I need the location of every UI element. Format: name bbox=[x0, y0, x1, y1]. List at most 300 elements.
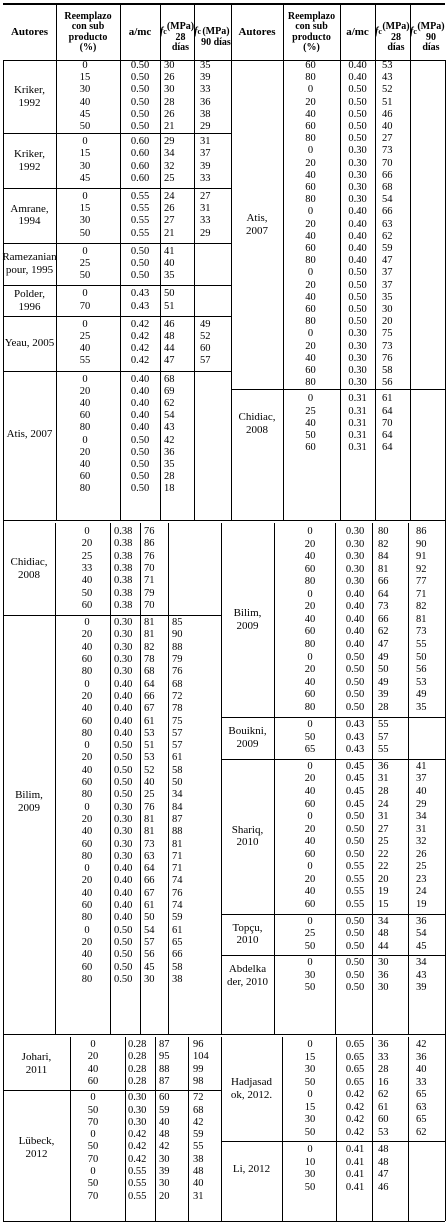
b2-left-cell: 0.40 bbox=[114, 690, 133, 702]
b3-left-cell: 30 bbox=[159, 1178, 170, 1190]
b2-left-cell: 40 bbox=[81, 826, 93, 838]
b1-left-cell: 28 bbox=[164, 96, 175, 108]
b1-left-cell: 80 bbox=[79, 483, 91, 495]
b3-left-cell: 72 bbox=[193, 1092, 204, 1104]
b3-left-cell: 0.55 bbox=[128, 1190, 147, 1202]
b1-right-cell: 0.30 bbox=[348, 340, 367, 352]
b2-col-divider bbox=[110, 523, 111, 1034]
b2-right-cell: 53 bbox=[416, 676, 427, 688]
b2-left-author: Bilim, 2009 bbox=[15, 788, 43, 814]
b2-right-cell: 0.43 bbox=[345, 719, 365, 731]
b1-right-cell: 58 bbox=[382, 365, 393, 376]
b2-left-cell: 0.50 bbox=[114, 961, 133, 973]
b2-right-cell: 40 bbox=[304, 786, 316, 797]
b3-col-divider bbox=[408, 1037, 409, 1221]
b3-left-cell: 99 bbox=[193, 1063, 204, 1075]
b1-right-cell: 0.40 bbox=[348, 243, 367, 254]
b2-left-cell: 0.38 bbox=[114, 587, 133, 599]
b1-right-cell: 54 bbox=[382, 194, 393, 206]
b1-left-author: Ramezanian pour, 1995 bbox=[2, 251, 57, 277]
b2-left-cell: 84 bbox=[172, 801, 183, 813]
b3-left-cell: 0.28 bbox=[128, 1075, 147, 1087]
b1-right-cell: 0 bbox=[307, 267, 314, 279]
b3-left-cell: 30 bbox=[159, 1153, 170, 1165]
b2-right-cell: 80 bbox=[304, 701, 316, 713]
b3-right-cell: 0.65 bbox=[345, 1076, 365, 1088]
b1-right-cell: 35 bbox=[382, 291, 393, 303]
b2-left-cell: 80 bbox=[81, 912, 93, 924]
b2-left-cell: 85 bbox=[172, 617, 183, 629]
b2-right-cell: 50 bbox=[416, 651, 427, 663]
b3-left-cell: 0 bbox=[90, 1039, 96, 1050]
b2-right-cell: 0 bbox=[307, 719, 313, 731]
b1-right-cell: 0.40 bbox=[348, 206, 367, 218]
b3-left-cell: 20 bbox=[87, 1051, 99, 1063]
b3-right-cell: 15 bbox=[304, 1101, 316, 1113]
b2-right-cell: 62 bbox=[378, 626, 389, 638]
b3-left-cell: 59 bbox=[193, 1129, 204, 1141]
b1-left-cell: 0.55 bbox=[130, 191, 150, 202]
b1-left-cell: 24 bbox=[164, 191, 175, 202]
b3-right-cell: 10 bbox=[304, 1156, 316, 1168]
b1-left-cell: 0.50 bbox=[130, 84, 150, 96]
b1-left-cell: 35 bbox=[164, 270, 175, 282]
b2-right-cell: 36 bbox=[378, 760, 389, 772]
b3-left-cell: 88 bbox=[159, 1063, 170, 1075]
header-f90: f c (MPa) 90 días bbox=[410, 21, 445, 53]
b3-right-cell: 50 bbox=[304, 1181, 316, 1193]
b2-right-cell: 0.30 bbox=[345, 576, 365, 588]
b3-right-cell: 42 bbox=[416, 1039, 427, 1050]
b2-left-cell: 34 bbox=[172, 789, 183, 801]
b1-col-divider bbox=[120, 60, 121, 520]
b2-right-cell: 0.55 bbox=[345, 873, 365, 885]
b3-left-cell: 50 bbox=[87, 1104, 99, 1116]
b1-right-cell: 0.30 bbox=[348, 182, 367, 193]
b1-left-cell: 0.43 bbox=[130, 300, 150, 312]
b1-left-cell: 20 bbox=[79, 385, 91, 397]
b2-right-cell: 0.43 bbox=[345, 731, 365, 743]
b3-left-cell: 42 bbox=[193, 1116, 204, 1128]
b1-left-cell: 70 bbox=[79, 300, 91, 312]
b2-left-cell: 20 bbox=[81, 538, 93, 550]
b1-left-cell: 0.42 bbox=[130, 318, 150, 330]
b1-right-cell: 20 bbox=[305, 279, 316, 291]
b1-right-cell: 51 bbox=[382, 96, 393, 108]
b1-left-cell: 30 bbox=[79, 160, 91, 172]
b2-right-cell: 40 bbox=[304, 676, 316, 688]
b2-left-cell: 70 bbox=[144, 599, 155, 611]
b2-right-cell: 20 bbox=[304, 773, 316, 785]
b3-right-cell: 50 bbox=[304, 1076, 316, 1088]
b3-left-cell: 68 bbox=[193, 1104, 204, 1116]
b2-left-cell: 76 bbox=[144, 801, 155, 813]
b1-left-cell: 0.40 bbox=[130, 373, 150, 385]
b3-left-cell: 39 bbox=[159, 1166, 170, 1177]
b1-left-cell: 21 bbox=[164, 227, 175, 239]
b1-left-cell: 0.60 bbox=[130, 136, 150, 148]
b3-left-cell: 0.55 bbox=[128, 1166, 147, 1177]
header-divider bbox=[375, 5, 376, 60]
b1-left-cell: 41 bbox=[164, 245, 175, 257]
b2-right-cell: 60 bbox=[304, 798, 316, 810]
b3-left-cell: 0.42 bbox=[128, 1153, 147, 1165]
b2-right-cell: 64 bbox=[378, 588, 389, 600]
b2-left-cell: 0.38 bbox=[114, 526, 133, 537]
b2-left-cell: 61 bbox=[172, 924, 183, 936]
b3-left-cell: 70 bbox=[87, 1153, 99, 1165]
b2-left-cell: 0 bbox=[84, 924, 90, 936]
b3-col-divider bbox=[372, 1037, 373, 1221]
b1-left-cell: 0.50 bbox=[130, 483, 150, 495]
b1-right-cell: 73 bbox=[382, 145, 393, 157]
b1-right-cell: 60 bbox=[305, 304, 316, 315]
b2-right-cell: 0.30 bbox=[345, 526, 365, 537]
b1-left-author: Kriker, 1992 bbox=[13, 83, 46, 109]
b3-right-cell: 40 bbox=[416, 1064, 427, 1075]
b2-col-divider bbox=[274, 523, 275, 1034]
b2-left-cell: 0.40 bbox=[114, 912, 133, 924]
b2-left-cell: 0.30 bbox=[114, 826, 133, 838]
b2-col-divider bbox=[140, 523, 141, 1034]
b1-right-cell: 0.30 bbox=[348, 352, 367, 364]
b1-left-cell: 0.50 bbox=[130, 258, 150, 269]
b1-right-cell: 0.50 bbox=[348, 121, 367, 132]
b1-right-cell: 53 bbox=[382, 60, 393, 71]
b1-left-cell: 39 bbox=[200, 160, 211, 172]
b2-left-cell: 0.40 bbox=[114, 703, 133, 715]
b1-left-cell: 0.50 bbox=[130, 446, 150, 458]
b2-col-divider bbox=[372, 523, 373, 1034]
b2-right-cell: 55 bbox=[378, 719, 389, 731]
b2-right-cell: 0.45 bbox=[345, 786, 365, 797]
b2-left-cell: 40 bbox=[81, 949, 93, 961]
b2-right-cell: 73 bbox=[416, 626, 427, 638]
b1-right-cell: 0.31 bbox=[348, 393, 367, 405]
b1-left-cell: 0.50 bbox=[130, 245, 150, 257]
header-f28: f c (MPa) 28 días bbox=[159, 21, 195, 53]
b1-left-cell: 38 bbox=[200, 108, 211, 120]
b2-left-cell: 0 bbox=[84, 863, 90, 875]
b1-left-cell: 40 bbox=[164, 258, 175, 269]
b2-left-cell: 60 bbox=[81, 777, 93, 788]
b2-left-cell: 54 bbox=[144, 924, 155, 936]
b2-right-cell: 32 bbox=[416, 836, 427, 848]
header-reemplazo: Reemplazo con sub producto (%) bbox=[64, 10, 112, 53]
b1-right-cell: 66 bbox=[382, 206, 393, 218]
b2-left-cell: 80 bbox=[81, 666, 93, 678]
b2-right-cell: 31 bbox=[378, 811, 389, 823]
header-autores: Autores bbox=[238, 25, 276, 38]
b2-right-cell: 60 bbox=[304, 689, 316, 701]
b1-right-cell: 62 bbox=[382, 230, 393, 242]
b3-left-cell: 48 bbox=[159, 1129, 170, 1141]
b2-right-cell: 19 bbox=[416, 898, 427, 910]
b2-left-cell: 70 bbox=[144, 562, 155, 574]
b2-left-cell: 80 bbox=[81, 727, 93, 739]
b1-right-cell: 60 bbox=[305, 121, 316, 132]
b3-left-cell: 87 bbox=[159, 1075, 170, 1087]
b1-right-cell: 40 bbox=[305, 352, 316, 364]
b2-right-cell: 40 bbox=[304, 836, 316, 848]
header-divider bbox=[340, 5, 341, 60]
b2-right-cell: 50 bbox=[378, 664, 389, 676]
b2-left-cell: 20 bbox=[81, 752, 93, 764]
b2-right-cell: 0.50 bbox=[345, 915, 365, 927]
b1-right-cell: 37 bbox=[382, 267, 393, 279]
b1-right-cell: 25 bbox=[305, 405, 316, 417]
b1-left-cell: 29 bbox=[200, 121, 211, 132]
b2-left-cell: 38 bbox=[172, 973, 183, 985]
b1-left-cell: 0 bbox=[82, 373, 88, 385]
b1-left-cell: 48 bbox=[164, 331, 175, 342]
b3-left-cell: 87 bbox=[159, 1039, 170, 1050]
b2-left-cell: 64 bbox=[144, 863, 155, 875]
b1-left-cell: 0.50 bbox=[130, 72, 150, 84]
b2-right-cell: 45 bbox=[416, 940, 427, 952]
b2-left-cell: 0.30 bbox=[114, 801, 133, 813]
b2-left-cell: 0.30 bbox=[114, 641, 133, 653]
b3-left-cell: 50 bbox=[87, 1141, 99, 1153]
b3-right-cell: 0.41 bbox=[345, 1156, 365, 1168]
b3-left-cell: 96 bbox=[193, 1039, 204, 1050]
b2-right-cell: 30 bbox=[378, 982, 389, 994]
b1-right-cell: 30 bbox=[382, 304, 393, 315]
b2-left-cell: 20 bbox=[81, 629, 93, 641]
b2-right-cell: 36 bbox=[416, 915, 427, 927]
b3-left-author: Lübeck, 2012 bbox=[18, 1134, 55, 1160]
b3-right-cell: 62 bbox=[378, 1089, 389, 1100]
b2-left-cell: 71 bbox=[172, 863, 183, 875]
b2-right-cell: 0.40 bbox=[345, 601, 365, 613]
b3-left-cell: 0 bbox=[90, 1092, 96, 1104]
b1-left-cell: 0 bbox=[82, 318, 88, 330]
b2-right-cell: 15 bbox=[378, 898, 389, 910]
b2-left-cell: 67 bbox=[144, 887, 155, 899]
b1-right-cell: 40 bbox=[305, 169, 316, 181]
b1-left-cell: 80 bbox=[79, 422, 91, 434]
b2-right-author: Topçu, 2010 bbox=[232, 921, 263, 947]
b2-left-cell: 64 bbox=[144, 678, 155, 690]
b2-right-author: Bouikni, 2009 bbox=[228, 725, 267, 751]
b3-right-cell: 0 bbox=[307, 1144, 313, 1155]
b3-right-cell: 0.65 bbox=[345, 1051, 365, 1063]
b2-left-cell: 66 bbox=[144, 690, 155, 702]
b2-right-cell: 0 bbox=[307, 811, 313, 823]
b2-left-cell: 60 bbox=[81, 715, 93, 727]
b3-right-cell: 0 bbox=[307, 1089, 313, 1100]
b2-left-cell: 60 bbox=[81, 654, 93, 665]
b2-right-cell: 91 bbox=[416, 551, 427, 563]
b1-right-cell: 60 bbox=[305, 243, 316, 254]
b1-right-cell: 70 bbox=[382, 417, 393, 429]
b2-left-cell: 0.40 bbox=[114, 678, 133, 690]
b2-left-cell: 63 bbox=[144, 850, 155, 862]
header-a-mc: a/mc bbox=[128, 25, 152, 38]
b1-right-cell: 0.50 bbox=[348, 304, 367, 315]
b2-right-cell: 60 bbox=[304, 563, 316, 575]
b2-right-cell: 80 bbox=[304, 638, 316, 650]
b1-right-cell: 60 bbox=[305, 365, 316, 376]
b1-right-cell: 40 bbox=[382, 121, 393, 132]
b2-right-cell: 0.50 bbox=[345, 982, 365, 994]
b2-left-cell: 81 bbox=[144, 813, 155, 825]
b3-left-cell: 0.30 bbox=[128, 1092, 147, 1104]
b2-left-cell: 40 bbox=[81, 641, 93, 653]
b2-right-cell: 50 bbox=[304, 940, 316, 952]
b2-left-cell: 52 bbox=[144, 764, 155, 776]
b2-right-cell: 0.50 bbox=[345, 701, 365, 713]
b2-right-cell: 37 bbox=[416, 773, 427, 785]
b3-left-cell: 48 bbox=[193, 1166, 204, 1177]
b3-right-cell: 0.65 bbox=[345, 1039, 365, 1050]
b3-left-cell: 0.28 bbox=[128, 1039, 147, 1050]
b2-left-cell: 57 bbox=[144, 936, 155, 948]
b1-right-cell: 0.30 bbox=[348, 157, 367, 169]
b2-left-cell: 20 bbox=[81, 813, 93, 825]
b1-left-cell: 0.40 bbox=[130, 385, 150, 397]
b1-left-cell: 0.50 bbox=[130, 471, 150, 483]
b1-left-author: Polder, 1996 bbox=[13, 287, 46, 313]
b2-left-cell: 50 bbox=[144, 912, 155, 924]
b1-left-cell: 26 bbox=[164, 108, 175, 120]
b3-right-cell: 48 bbox=[378, 1156, 389, 1168]
b2-left-cell: 0.30 bbox=[114, 654, 133, 665]
b1-left-cell: 26 bbox=[164, 72, 175, 84]
b3-left-cell: 40 bbox=[159, 1116, 170, 1128]
b1-left-cell: 0.43 bbox=[130, 288, 150, 300]
b2-left-cell: 33 bbox=[81, 562, 93, 574]
b2-left-cell: 76 bbox=[172, 887, 183, 899]
b1-left-cell: 34 bbox=[164, 148, 175, 160]
b2-right-cell: 44 bbox=[378, 940, 389, 952]
b2-right-cell: 82 bbox=[416, 601, 427, 613]
b2-left-cell: 79 bbox=[172, 654, 183, 665]
b2-right-cell: 20 bbox=[304, 664, 316, 676]
b2-left-cell: 40 bbox=[144, 777, 155, 788]
b3-right-cell: 65 bbox=[416, 1089, 427, 1100]
b2-right-cell: 0 bbox=[307, 760, 313, 772]
header-f90: f c (MPa) 90 días bbox=[194, 26, 231, 48]
b1-left-cell: 15 bbox=[79, 148, 91, 160]
b1-left-cell: 39 bbox=[200, 72, 211, 84]
b1-right-cell: 20 bbox=[305, 96, 316, 108]
b1-left-author: Kriker, 1992 bbox=[13, 147, 46, 173]
b1-right-cell: 40 bbox=[305, 230, 316, 242]
table-edge bbox=[3, 60, 4, 1221]
b3-left-cell: 31 bbox=[193, 1190, 204, 1202]
b1-right-cell: 0.40 bbox=[348, 255, 367, 267]
b3-left-author: Johari, 2011 bbox=[21, 1050, 52, 1076]
b2-right-cell: 19 bbox=[378, 886, 389, 898]
b3-left-cell: 0.28 bbox=[128, 1051, 147, 1063]
b2-right-cell: 0.40 bbox=[345, 613, 365, 625]
b3-left-cell: 60 bbox=[87, 1075, 99, 1087]
header-divider bbox=[194, 5, 195, 60]
b1-left-cell: 0.50 bbox=[130, 121, 150, 132]
b1-right-cell: 80 bbox=[305, 133, 316, 145]
b1-left-cell: 18 bbox=[164, 483, 175, 495]
b1-left-cell: 45 bbox=[79, 172, 91, 184]
b1-col-divider bbox=[194, 60, 195, 520]
b2-right-cell: 25 bbox=[378, 836, 389, 848]
b1-right-cell: 52 bbox=[382, 84, 393, 96]
b1-right-cell: 0.30 bbox=[348, 365, 367, 376]
b1-left-cell: 0.50 bbox=[130, 108, 150, 120]
b2-left-cell: 80 bbox=[81, 789, 93, 801]
b1-left-cell: 15 bbox=[79, 203, 91, 215]
b2-right-cell: 30 bbox=[378, 957, 389, 969]
b2-right-cell: 0.50 bbox=[345, 676, 365, 688]
b1-col-divider bbox=[231, 60, 232, 520]
b1-right-cell: 20 bbox=[305, 340, 316, 352]
b1-left-cell: 29 bbox=[164, 136, 175, 148]
b1-right-cell: 0.30 bbox=[348, 328, 367, 340]
b3-left-cell: 0.55 bbox=[128, 1178, 147, 1190]
b2-right-cell: 80 bbox=[304, 576, 316, 588]
b2-right-cell: 0.50 bbox=[345, 928, 365, 940]
b1-left-cell: 0.40 bbox=[130, 422, 150, 434]
b2-right-author: Abdelka der, 2010 bbox=[226, 963, 269, 988]
b2-left-cell: 76 bbox=[144, 526, 155, 537]
b2-right-cell: 65 bbox=[304, 744, 316, 756]
b2-left-cell: 65 bbox=[172, 936, 183, 948]
b2-left-cell: 58 bbox=[172, 764, 183, 776]
b2-right-cell: 0.40 bbox=[345, 588, 365, 600]
b2-left-cell: 0 bbox=[84, 678, 90, 690]
b2-right-cell: 36 bbox=[378, 969, 389, 981]
b2-right-cell: 0.50 bbox=[345, 940, 365, 952]
b3-right-cell: 0.41 bbox=[345, 1169, 365, 1180]
b2-col-divider bbox=[168, 523, 169, 1034]
b2-left-cell: 81 bbox=[172, 838, 183, 850]
b1-right-cell: 75 bbox=[382, 328, 393, 340]
b2-right-cell: 40 bbox=[304, 886, 316, 898]
b3-left-cell: 55 bbox=[193, 1141, 204, 1153]
b2-right-cell: 60 bbox=[304, 898, 316, 910]
b2-right-cell: 0.40 bbox=[345, 638, 365, 650]
b2-left-cell: 53 bbox=[144, 752, 155, 764]
b2-left-cell: 0.38 bbox=[114, 550, 133, 562]
b2-right-cell: 60 bbox=[304, 626, 316, 638]
b2-right-cell: 47 bbox=[378, 638, 389, 650]
b2-right-cell: 0.30 bbox=[345, 551, 365, 563]
b2-left-cell: 0.50 bbox=[114, 752, 133, 764]
b2-right-cell: 48 bbox=[378, 928, 389, 940]
b2-left-cell: 40 bbox=[81, 887, 93, 899]
b1-left-cell: 0.55 bbox=[130, 227, 150, 239]
b2-left-cell: 74 bbox=[172, 875, 183, 887]
b2-right-cell: 20 bbox=[304, 538, 316, 550]
b1-right-cell: 27 bbox=[382, 133, 393, 145]
b2-left-cell: 67 bbox=[144, 703, 155, 715]
b1-right-cell: 20 bbox=[305, 218, 316, 230]
b2-right-cell: 24 bbox=[378, 798, 389, 810]
b3-right-cell: 36 bbox=[378, 1039, 389, 1050]
b2-left-cell: 40 bbox=[81, 703, 93, 715]
b1-left-cell: 52 bbox=[200, 331, 211, 342]
b1-left-cell: 30 bbox=[164, 84, 175, 96]
b1-right-cell: 0.50 bbox=[348, 267, 367, 279]
b2-right-cell: 0 bbox=[307, 588, 313, 600]
b1-left-cell: 25 bbox=[164, 172, 175, 184]
b2-right-cell: 0.45 bbox=[345, 798, 365, 810]
b1-right-cell: 0.50 bbox=[348, 279, 367, 291]
b1-left-cell: 25 bbox=[79, 258, 91, 269]
b3-right-cell: 30 bbox=[304, 1064, 316, 1075]
b2-left-cell: 60 bbox=[81, 900, 93, 911]
header-divider bbox=[283, 5, 284, 60]
